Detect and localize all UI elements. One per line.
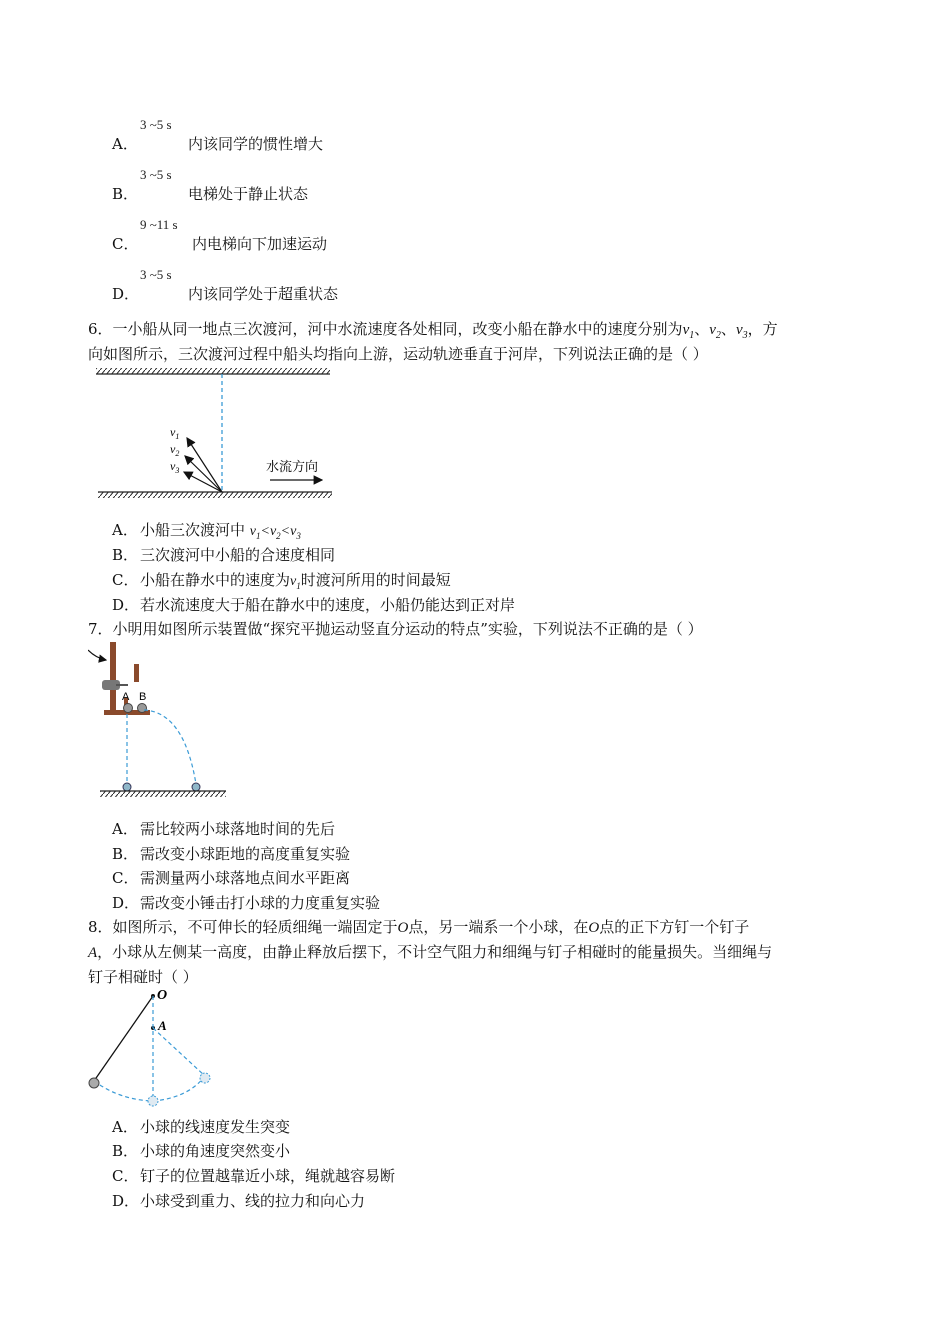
- v3-sub: 3: [742, 330, 748, 341]
- option-label: D．: [112, 1192, 140, 1210]
- option-label: B．: [112, 185, 139, 203]
- ball-a-label: A: [122, 691, 130, 703]
- nail-a-label: A: [158, 1018, 167, 1033]
- v1-symbol: v: [682, 322, 690, 338]
- option-text: 电梯处于静止状态: [188, 185, 309, 203]
- ball-a: [124, 704, 133, 713]
- option-label: C．: [112, 235, 139, 253]
- ball-a-landing: [123, 783, 131, 791]
- v2-symbol: v: [709, 322, 716, 338]
- v2-vector: [185, 456, 222, 492]
- option-label: A．: [112, 135, 138, 153]
- short-string-dashed: [153, 1028, 205, 1076]
- q5-option-b-time: 3 ~5 s: [140, 167, 172, 182]
- q6-stem-text-end: ，方: [747, 320, 778, 338]
- ball-b-label: B: [139, 691, 147, 703]
- q8-option-d[interactable]: [112, 1190, 365, 1211]
- q6-option-b[interactable]: [112, 544, 335, 565]
- q8-stem-text: 点的正下方钉一个钉子: [599, 918, 750, 936]
- q6-stem-line2: 向如图所示，三次渡河过程中船头均指向上游，运动轨迹垂直于河岸，下列说法正确的是（ ）: [88, 345, 708, 363]
- option-label: C．: [112, 1167, 139, 1185]
- q8-option-b[interactable]: [112, 1140, 290, 1161]
- q5-option-c-time: 9 ~11 s: [140, 217, 178, 232]
- ball-b-landing: [192, 783, 200, 791]
- separator: 、: [694, 320, 710, 338]
- q7-apparatus-figure: [88, 638, 238, 802]
- option-label: C．: [112, 869, 139, 887]
- q6-river-figure: [90, 364, 340, 500]
- q6-option-d[interactable]: [112, 594, 515, 615]
- option-text: 需比较两小球落地时间的先后: [140, 820, 336, 838]
- option-formula: $v_1$: [290, 574, 301, 591]
- string: [94, 996, 153, 1081]
- q5-option-a[interactable]: [112, 133, 323, 154]
- v3-symbol: v: [735, 322, 743, 338]
- ball-start: [89, 1078, 99, 1088]
- q5-option-a-time: 3 ~5 s: [140, 117, 172, 132]
- v2-label: $v_2$: [170, 442, 180, 458]
- hammer-motion-arrow: [88, 650, 106, 660]
- option-text: 三次渡河中小船的合速度相同: [140, 546, 336, 564]
- q5-option-b[interactable]: [112, 183, 308, 204]
- option-label: B．: [112, 845, 139, 863]
- option-label: D．: [112, 285, 140, 303]
- option-label: B．: [112, 546, 139, 564]
- ball-bottom: [148, 1096, 158, 1106]
- option-label: C．: [112, 571, 139, 589]
- q7-option-a[interactable]: [112, 818, 335, 839]
- point-o: O: [397, 920, 409, 936]
- hammer-post: [110, 642, 116, 712]
- arc-left: [94, 1081, 153, 1101]
- separator: 、: [720, 320, 736, 338]
- option-text: 需改变小锤击打小球的力度重复实验: [140, 894, 381, 912]
- option-label: A．: [112, 820, 138, 838]
- q7-stem: 7．小明用如图所示装置做“探究平抛运动竖直分运动的特点”实验，下列说法不正确的是（ ）: [88, 620, 703, 638]
- option-text: 需改变小球距地的高度重复实验: [140, 845, 351, 863]
- q8-stem-text: ，小球从左侧某一高度，由静止释放后摆下，不计空气阻力和细绳与钉子相碰时的能量损失。当细绳与: [97, 943, 773, 961]
- v2-sub: 2: [715, 330, 721, 341]
- q7-option-c[interactable]: [112, 867, 350, 888]
- q8-stem-text: 点，另一端系一个小球，在: [408, 918, 589, 936]
- ground-hatch: [100, 791, 226, 797]
- option-text: 小船三次渡河中: [140, 521, 250, 539]
- v3-label: $v_3$: [170, 459, 180, 475]
- option-text: 需测量两小球落地点间水平距离: [140, 869, 351, 887]
- top-bank: [96, 368, 330, 374]
- option-label: A．: [112, 1118, 138, 1136]
- q8-pendulum-figure: [84, 984, 224, 1108]
- option-text: 若水流速度大于船在静水中的速度，小船仍能达到正对岸: [140, 596, 516, 614]
- v1-sub: 1: [689, 330, 695, 341]
- option-formula: $v_1<v_2<v_3$: [249, 524, 301, 541]
- q8-stem-text: 8．如图所示，不可伸长的轻质细绳一端固定于: [88, 918, 398, 936]
- option-text: 内该同学的惯性增大: [188, 135, 324, 153]
- option-label: A．: [112, 521, 138, 539]
- q7-option-b[interactable]: [112, 843, 350, 864]
- point-a: A: [88, 945, 98, 961]
- bottom-bank: [98, 492, 332, 498]
- stopper-post: [134, 664, 139, 682]
- q7-option-d[interactable]: [112, 892, 380, 913]
- q8-stem-line3: 钉子相碰时（ ）: [88, 968, 198, 986]
- v3-vector: [184, 472, 222, 492]
- option-label: B．: [112, 1142, 139, 1160]
- q6-option-a[interactable]: [112, 519, 301, 541]
- q5-option-c[interactable]: [112, 233, 327, 254]
- flow-direction-label: 水流方向: [266, 460, 319, 475]
- q6-option-c[interactable]: [112, 569, 451, 591]
- q5-option-d[interactable]: [112, 283, 338, 304]
- option-text: 内电梯向下加速运动: [192, 235, 328, 253]
- option-label: D．: [112, 894, 140, 912]
- q8-stem-line2: [88, 940, 772, 966]
- option-text: 钉子的位置越靠近小球，绳就越容易断: [140, 1167, 396, 1185]
- option-text: 小球的角速度突然变小: [140, 1142, 291, 1160]
- q8-option-a[interactable]: [112, 1116, 290, 1137]
- v1-vector: [187, 438, 222, 492]
- option-text-end: 时渡河所用的时间最短: [300, 571, 451, 589]
- pivot-o-label: O: [157, 988, 168, 1003]
- option-text: 小球的线速度发生突变: [140, 1118, 291, 1136]
- projectile-path: [144, 710, 196, 784]
- q6-stem-text: 6．一小船从同一地点三次渡河，河中水流速度各处相同，改变小船在静水中的速度分别为: [88, 320, 683, 338]
- point-o: O: [588, 920, 600, 936]
- option-label: D．: [112, 596, 140, 614]
- option-text: 内该同学处于超重状态: [188, 285, 339, 303]
- ball-b: [138, 704, 147, 713]
- q8-option-c[interactable]: [112, 1165, 395, 1186]
- q8-stem-line1: [88, 915, 749, 941]
- option-text: 小船在静水中的速度为: [140, 571, 291, 589]
- option-text: 小球受到重力、线的拉力和向心力: [140, 1192, 366, 1210]
- ball-right: [200, 1073, 210, 1083]
- v1-label: $v_1$: [170, 425, 180, 441]
- q5-option-d-time: 3 ~5 s: [140, 267, 172, 282]
- arc-right: [153, 1076, 205, 1101]
